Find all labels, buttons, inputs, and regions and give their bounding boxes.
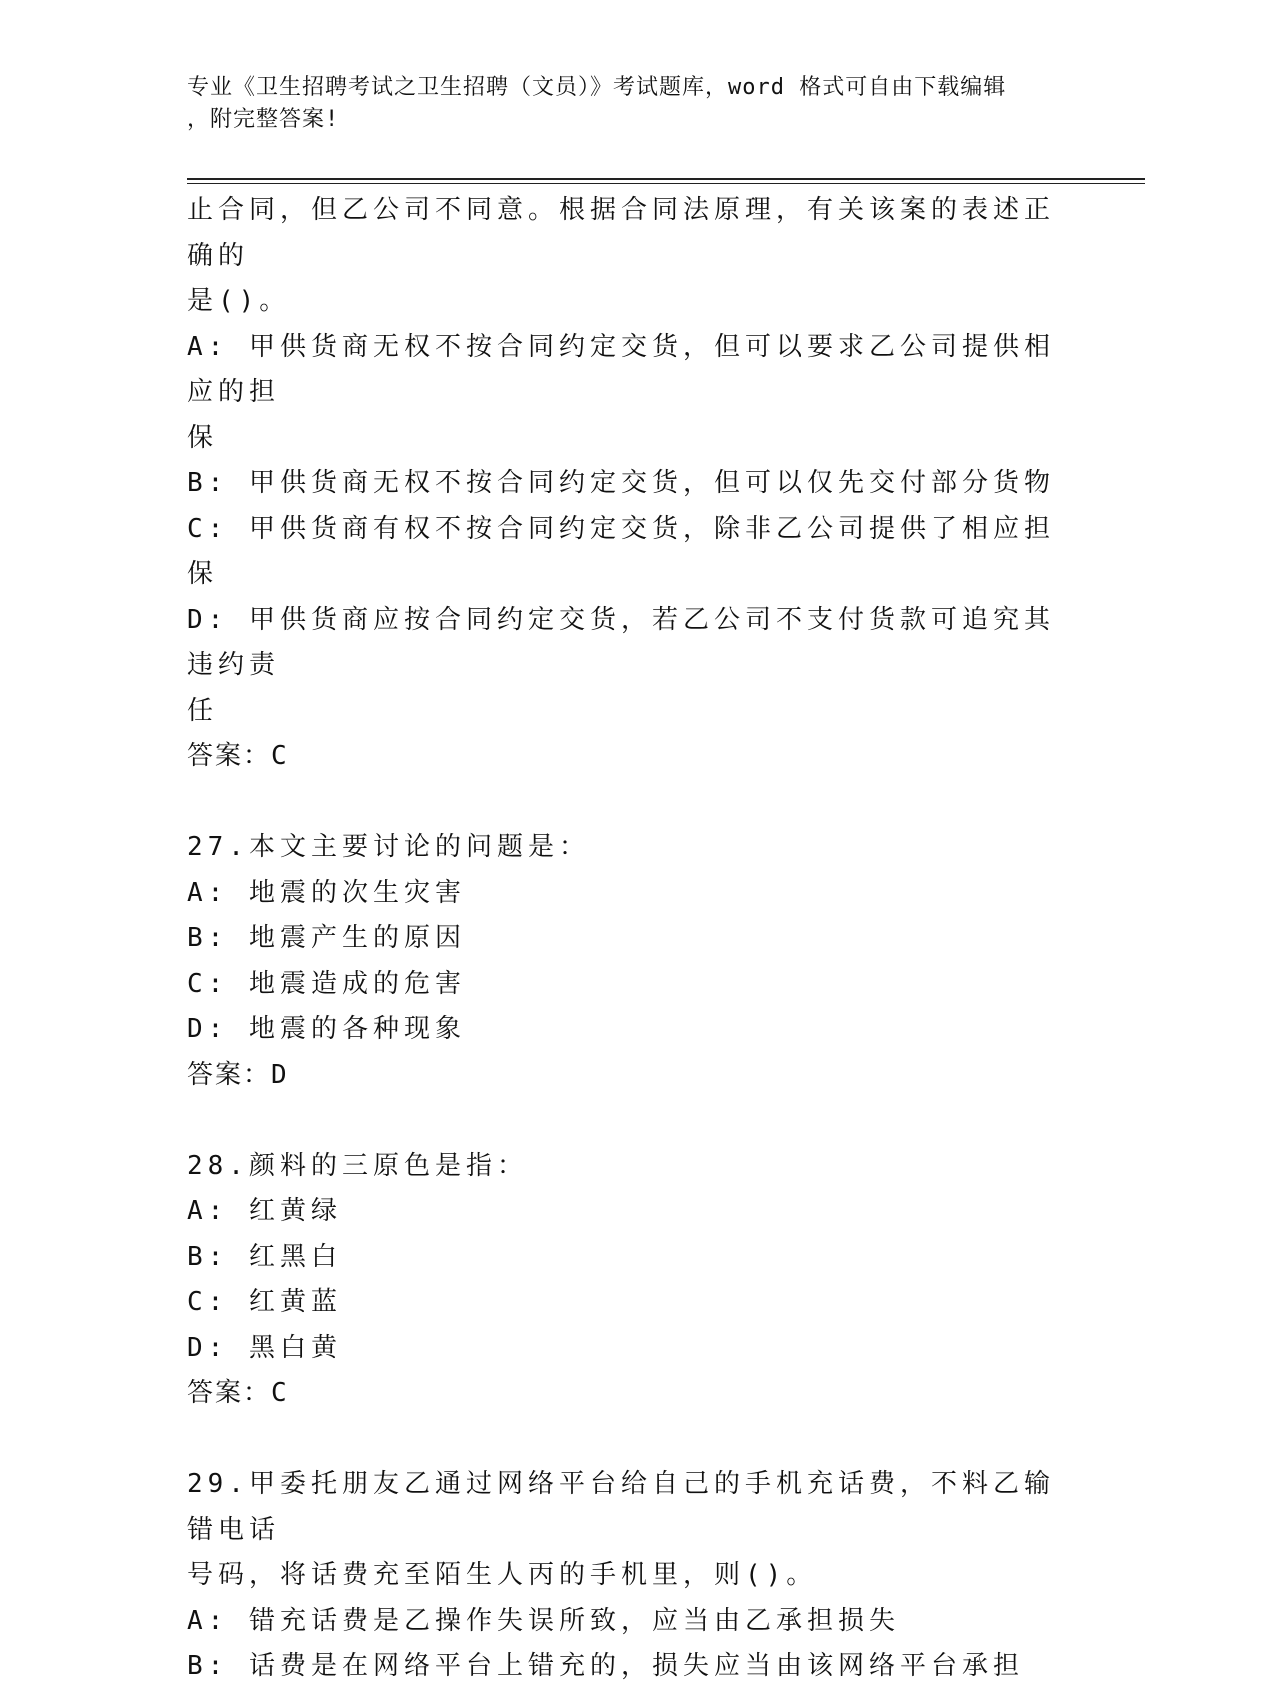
q29-option-a: A: 错充话费是乙操作失误所致，应当由乙承担损失 <box>187 1605 900 1636</box>
q26-option-d-line-2: 任 <box>187 695 219 726</box>
q28-option-a: A: 红黄绿 <box>187 1196 342 1226</box>
q29-stem-line-1: 29.甲委托朋友乙通过网络平台给自己的手机充话费，不料乙输错电话 <box>187 1469 1055 1545</box>
q26-option-d-line-1: D: 甲供货商应按合同约定交货，若乙公司不支付货款可追究其违约责 <box>187 604 1055 680</box>
q27-option-d: D: 地震的各种现象 <box>187 1014 466 1044</box>
header-line-2: ，附完整答案! <box>187 107 340 132</box>
q29-stem-line-2: 号码，将话费充至陌生人丙的手机里，则()。 <box>187 1560 818 1590</box>
document-header <box>187 72 1067 136</box>
q27-answer: 答案：D <box>187 1059 289 1090</box>
q26-stem-line-2: 是()。 <box>187 286 291 316</box>
q26-answer: 答案：C <box>187 741 289 771</box>
q27-stem: 27.本文主要讨论的问题是： <box>187 832 590 862</box>
q28-stem: 28.颜料的三原色是指： <box>187 1150 528 1181</box>
q28-option-b: B: 红黑白 <box>187 1241 342 1272</box>
q26-option-c: C: 甲供货商有权不按合同约定交货，除非乙公司提供了相应担保 <box>187 513 1055 589</box>
q28-option-d: D: 黑白黄 <box>187 1332 342 1363</box>
q26-stem-line-1: 止合同，但乙公司不同意。根据合同法原理，有关该案的表述正确的 <box>187 195 1056 271</box>
header-rule-thin <box>187 183 1145 184</box>
q29-option-b: B: 话费是在网络平台上错充的，损失应当由该网络平台承担 <box>187 1651 1024 1681</box>
q27-option-b: B: 地震产生的原因 <box>187 923 466 953</box>
q28-answer: 答案：C <box>187 1378 289 1408</box>
q27-option-c: C: 地震造成的危害 <box>187 968 466 999</box>
q28-option-c: C: 红黄蓝 <box>187 1287 342 1317</box>
q26-option-b: B: 甲供货商无权不按合同约定交货，但可以仅先交付部分货物 <box>187 468 1055 498</box>
header-line-1: 专业《卫生招聘考试之卫生招聘（文员）》考试题库，word 格式可自由下载编辑 <box>187 75 1007 100</box>
q26-option-a-line-2: 保 <box>187 422 219 453</box>
header-rule-thick <box>187 178 1145 180</box>
q27-option-a: A: 地震的次生灾害 <box>187 877 466 908</box>
question-content <box>187 188 1067 1690</box>
q26-option-a-line-1: A: 甲供货商无权不按合同约定交货，但可以要求乙公司提供相应的担 <box>187 331 1055 407</box>
